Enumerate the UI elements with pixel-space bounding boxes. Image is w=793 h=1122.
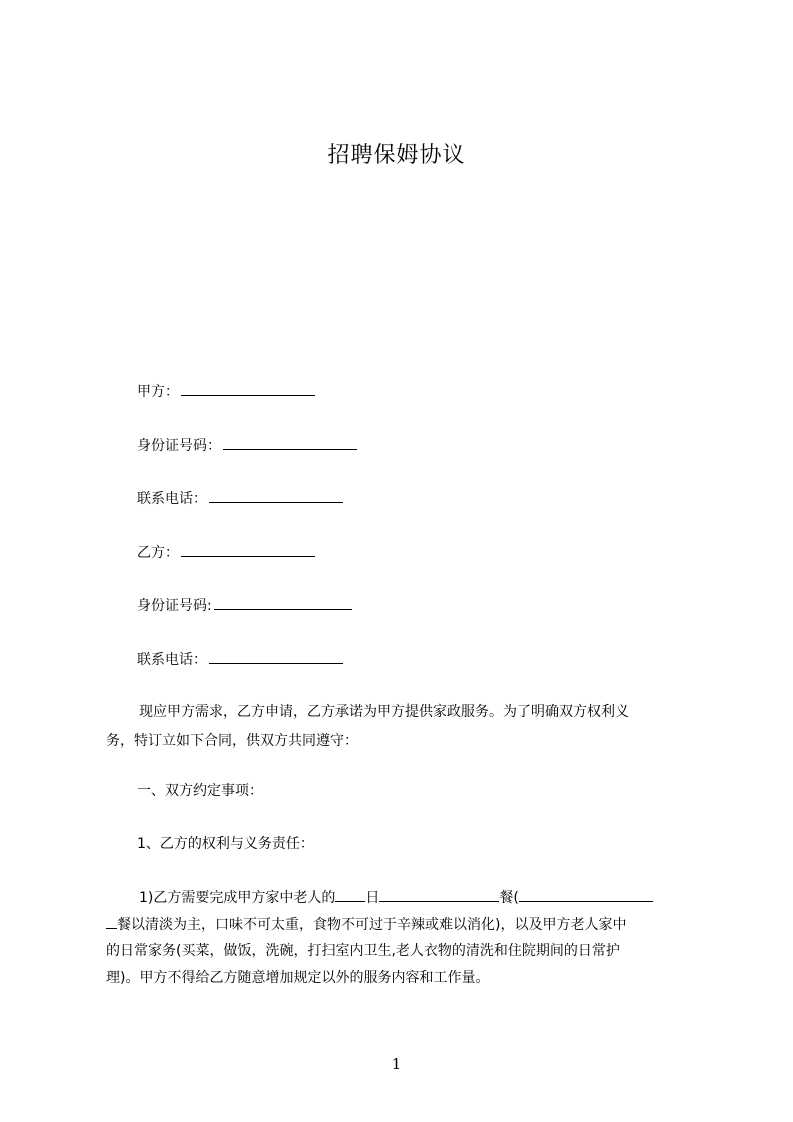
party-b-id-field bbox=[137, 595, 352, 616]
item-1-text-b: 日 bbox=[365, 890, 380, 906]
item-1-line-1 bbox=[139, 887, 653, 908]
intro-line-2: 务，特订立如下合同，供双方共同遵守： bbox=[106, 733, 358, 749]
item-1-text-d: 餐以清淡为主，口味不可太重，食物不可过于辛辣或难以消化)，以及甲方老人家中 bbox=[117, 917, 627, 933]
party-a-field bbox=[137, 381, 315, 402]
party-a-phone-label: 联系电话： bbox=[137, 491, 207, 507]
party-b-label: 乙方： bbox=[137, 545, 179, 561]
party-a-phone-field bbox=[137, 488, 343, 509]
party-b-phone-blank bbox=[209, 649, 343, 664]
item-1-line-3: 的日常家务(买菜，做饭，洗碗，打扫室内卫生,老人衣物的清洗和住院期间的日常护 bbox=[106, 943, 620, 959]
party-a-blank bbox=[181, 381, 315, 396]
item-1-blank-2 bbox=[379, 887, 499, 902]
party-a-label: 甲方： bbox=[137, 384, 179, 400]
item-1-line-4: 理)。甲方不得给乙方随意增加规定以外的服务内容和工作量。 bbox=[106, 970, 490, 986]
page-number: 1 bbox=[391, 1055, 402, 1073]
party-a-id-blank bbox=[223, 435, 357, 450]
item-1-line-2 bbox=[106, 914, 626, 935]
party-b-phone-label: 联系电话： bbox=[137, 652, 207, 668]
party-a-id-label: 身份证号码： bbox=[137, 438, 221, 454]
document-title: 招聘保姆协议 bbox=[327, 143, 466, 168]
section-1-heading: 一、双方约定事项： bbox=[137, 783, 263, 799]
party-b-phone-field bbox=[137, 649, 343, 670]
party-b-field bbox=[137, 542, 315, 563]
intro-line-1: 现应甲方需求，乙方申请，乙方承诺为甲方提供家政服务。为了明确双方权利义 bbox=[139, 704, 629, 720]
party-a-phone-blank bbox=[209, 488, 343, 503]
item-1-blank-4 bbox=[106, 914, 117, 929]
party-b-id-blank bbox=[214, 595, 352, 610]
party-a-id-field bbox=[137, 435, 357, 456]
item-1-text-c: 餐( bbox=[499, 890, 519, 906]
party-b-id-label: 身份证号码: bbox=[137, 598, 212, 614]
item-1-blank-1 bbox=[335, 887, 365, 902]
subsection-1-heading: 1、乙方的权利与义务责任： bbox=[137, 836, 314, 852]
item-1-blank-3 bbox=[519, 887, 653, 902]
item-1-text-a: 1)乙方需要完成甲方家中老人的 bbox=[139, 890, 336, 906]
party-b-blank bbox=[181, 542, 315, 557]
